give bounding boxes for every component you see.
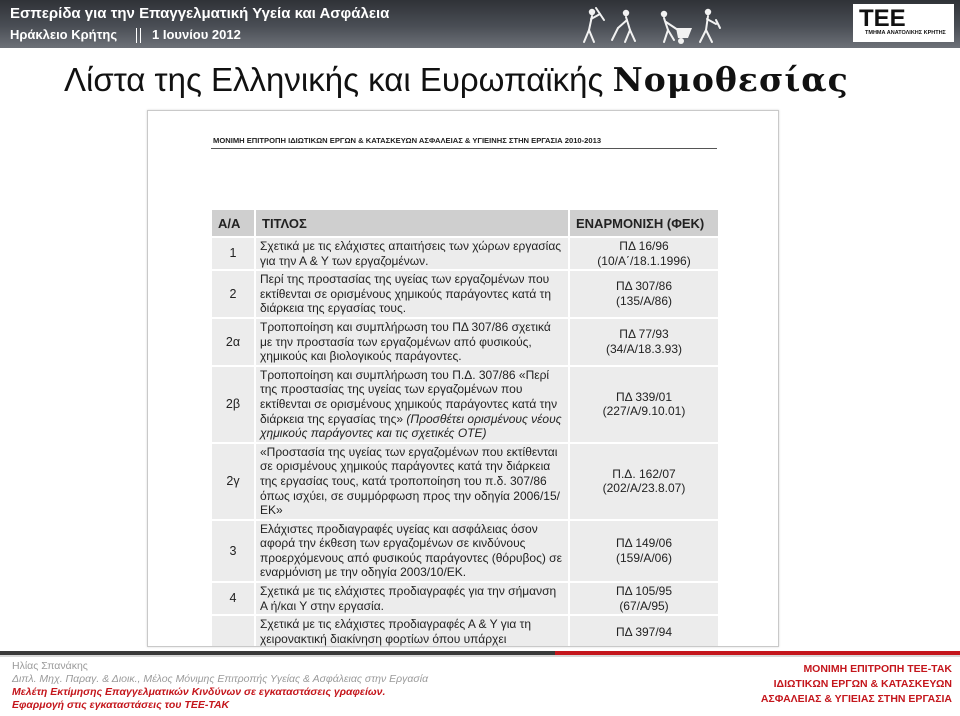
row-title-text: Τροποποίηση και συμπλήρωση του Π.Δ. 307/86 «Περί της προστασίας της υγείας των εργαζομένων που εκτίθενται σε ορισμένους χημικούς παράγοντες κατά την διάρκεια της εργασίας της»: [260, 367, 558, 426]
fek-decree: Π.Δ. 162/07: [612, 466, 676, 481]
footer-study: Μελέτη Εκτίμησης Επαγγελματικών Κινδύνων σε εγκαταστάσεις γραφείων.: [12, 686, 386, 698]
separator: [136, 28, 141, 43]
footer-application: Εφαρμογή στις εγκαταστάσεις του ΤΕΕ-ΤΑΚ: [12, 699, 230, 711]
row-title: «Προστασία της υγείας των εργαζομένων που εκτίθενται σε ορισμένους χημικούς παράγοντες κατά την διάρκεια της εργασίας τους, κατά τροποποίηση του π.δ. 307/86 όπως ισχύει, σε συμμόρφωση προς την οδηγία 2006/15/ΕΚ»: [256, 444, 568, 519]
legislation-table: [210, 208, 720, 647]
fek-gazette: (67/Α/95): [619, 598, 669, 613]
column-header-fek: ΕΝΑΡΜΟΝΙΣΗ (ΦΕΚ): [570, 210, 718, 236]
logo-text: ΤΕΕ: [859, 5, 906, 30]
table-row: [212, 583, 718, 614]
fek-gazette: (34/Α/18.3.93): [605, 341, 683, 356]
top-banner: [0, 0, 960, 48]
footer-rule-grey: [0, 655, 960, 657]
fek-decree: ΠΔ 397/94: [615, 624, 673, 639]
fek-decree: ΠΔ 16/96: [619, 239, 669, 253]
table-row: [212, 238, 718, 269]
row-title: Σχετικά με τις ελάχιστες προδιαγραφές για την σήμανση Α ή/και Υ στην εργασία.: [256, 583, 568, 614]
logo-subtitle: ΤΜΗΜΑ ΑΝΑΤΟΛΙΚΗΣ ΚΡΗΤΗΣ: [865, 30, 946, 36]
row-number: [212, 616, 254, 647]
column-header-title: ΤΙΤΛΟΣ: [256, 210, 568, 236]
tee-logo: [853, 4, 954, 42]
event-date: 1 Ιουνίου 2012: [152, 27, 241, 42]
worker-shovel-icon: [612, 10, 635, 42]
document-header-rule: [211, 148, 717, 149]
row-title: Περί της προστασίας της υγείας των εργαζομένων που εκτίθενται σε ορισμένους χημικούς παράγοντες κατά τη διάρκεια της εργασίας τους.: [256, 271, 568, 317]
fek-decree: ΠΔ 307/86: [615, 279, 673, 294]
page-title: [64, 60, 849, 99]
tee-logo-mark: [853, 4, 954, 30]
worker-wheelbarrow-icon: [661, 11, 692, 44]
fek-gazette: (227/Α/9.10.01): [602, 404, 686, 419]
workers-illustration: [578, 6, 728, 46]
fek-gazette: (135/Α/86): [615, 294, 673, 309]
page-title-regular: Λίστα της Ελληνικής και Ευρωπαϊκής: [64, 61, 613, 98]
table-row: [212, 444, 718, 519]
row-fek: [570, 238, 718, 269]
page-title-bold: Νομοθεσίας: [612, 60, 849, 99]
row-number: 2γ: [212, 444, 254, 519]
fek-gazette: (159/Α/06): [615, 550, 673, 565]
table-row: [212, 367, 718, 442]
table-row: [212, 271, 718, 317]
fek-decree: ΠΔ 77/93: [619, 327, 669, 342]
row-fek: [570, 444, 718, 519]
footer-author: Ηλίας Σπανάκης: [12, 660, 88, 672]
row-number: 1: [212, 238, 254, 269]
worker-pickaxe-icon: [584, 8, 604, 42]
fek-decree: ΠΔ 149/06: [615, 536, 673, 551]
footer-committee-line3: ΑΣΦΑΛΕΙΑΣ & ΥΓΙΕΙΑΣ ΣΤΗΝ ΕΡΓΑΣΙΑ: [760, 693, 952, 705]
row-number: 2β: [212, 367, 254, 442]
row-title: [256, 367, 568, 442]
row-fek: [570, 616, 718, 647]
row-number: 2: [212, 271, 254, 317]
event-title: Εσπερίδα για την Επαγγελματική Υγεία και Ασφάλεια: [10, 5, 390, 22]
row-title-note: (Προσθέτει ορισμένους νέους χημικούς παράγοντες και τις σχετικές ΟΤΕ): [260, 411, 562, 441]
fek-gazette: (10/Α΄/18.1.1996): [597, 253, 691, 268]
row-fek: [570, 319, 718, 365]
row-title: Τροποποίηση και συμπλήρωση του ΠΔ 307/86 σχετικά με την προστασία των εργαζομένων από φυσικούς, χημικούς και βιολογικούς παράγοντες.: [256, 319, 568, 365]
document-header: ΜΟΝΙΜΗ ΕΠΙΤΡΟΠΗ ΙΔΙΩΤΙΚΩΝ ΕΡΓΩΝ & ΚΑΤΑΣΚΕΥΩΝ ΑΣΦΑΛΕΙΑΣ & ΥΓΙΕΙΝΗΣ ΣΤΗΝ ΕΡΓΑΣΙΑ 2010-2013: [213, 136, 602, 145]
table-header-row: [212, 210, 718, 236]
legislation-document: [147, 110, 779, 647]
footer-committee-line1: ΜΟΝΙΜΗ ΕΠΙΤΡΟΠΗ ΤΕΕ-ΤΑΚ: [803, 663, 952, 675]
fek-gazette: (202/Α/23.8.07): [602, 481, 686, 496]
row-number: 2α: [212, 319, 254, 365]
row-title: Σχετικά με τις ελάχιστες προδιαγραφές Α & Υ για τη χειρονακτική διακίνηση φορτίων όπου υπάρχει: [256, 616, 568, 647]
row-fek: [570, 271, 718, 317]
fek-decree: ΠΔ 339/01: [615, 389, 673, 404]
row-number: 3: [212, 521, 254, 581]
table-row: [212, 616, 718, 647]
footer-committee-line2: ΙΔΙΩΤΙΚΩΝ ΕΡΓΩΝ & ΚΑΤΑΣΚΕΥΩΝ: [773, 678, 952, 690]
row-number: 4: [212, 583, 254, 614]
worker-hammer-icon: [700, 9, 720, 42]
row-fek: [570, 521, 718, 581]
fek-decree: ΠΔ 105/95: [615, 584, 673, 599]
row-fek: [570, 583, 718, 614]
row-title: Ελάχιστες προδιαγραφές υγείας και ασφάλειας όσον αφορά την έκθεση των εργαζομένων σε κινδύνους προερχόμενους από φυσικούς παράγοντες (θόρυβος) σε εναρμόνιση με την οδηγία 2003/10/ΕΚ.: [256, 521, 568, 581]
row-fek: [570, 367, 718, 442]
column-header-aa: Α/Α: [212, 210, 254, 236]
event-place: Ηράκλειο Κρήτης: [10, 27, 118, 42]
table-row: [212, 319, 718, 365]
row-title: Σχετικά με τις ελάχιστες απαιτήσεις των χώρων εργασίας για την Α & Υ των εργαζομένων.: [256, 238, 568, 269]
footer-rule: [0, 651, 960, 659]
table-row: [212, 521, 718, 581]
footer-role: Διπλ. Μηχ. Παραγ. & Διοικ., Μέλος Μόνιμης Επιτροπής Υγείας & Ασφάλειας στην Εργασία: [12, 673, 429, 685]
